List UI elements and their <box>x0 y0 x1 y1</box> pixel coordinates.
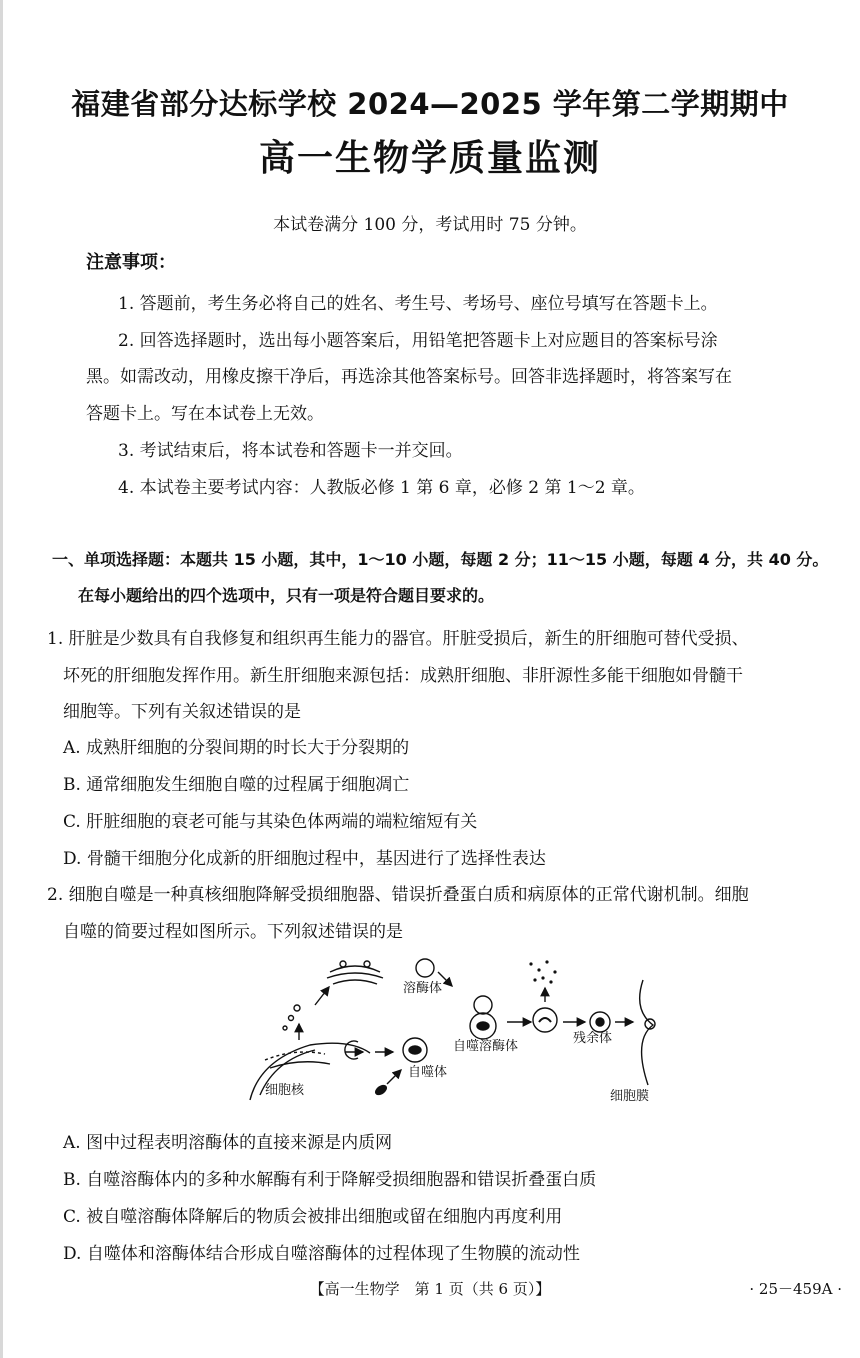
scan-edge <box>0 0 3 1358</box>
option-a: A. 成熟肝细胞的分裂间期的时长大于分裂期的 <box>63 738 410 758</box>
notice-line: 3. 考试结束后，将本试卷和答题卡一并交回。 <box>118 441 463 461</box>
option-b: B. 自噬溶酶体内的多种水解酶有利于降解受损细胞器和错误折叠蛋白质 <box>63 1170 597 1190</box>
phagophore-icon <box>345 1041 358 1059</box>
label-nucleus: 细胞核 <box>265 1083 305 1098</box>
option-c: C. 被自噬溶酶体降解后的物质会被排出细胞或留在细胞内再度利用 <box>63 1207 563 1227</box>
label-residual-body: 残余体 <box>573 1031 613 1046</box>
option-a: A. 图中过程表明溶酶体的直接来源是内质网 <box>63 1133 393 1153</box>
lysosome-icon <box>416 959 434 977</box>
label-autophagosome: 自噬体 <box>408 1065 448 1080</box>
notice-line: 2. 回答选择题时，选出每小题答案后，用铅笔把答题卡上对应题目的答案标号涂 <box>118 331 718 351</box>
notice-line: 1. 答题前，考生务必将自己的姓名、考生号、考场号、座位号填写在答题卡上。 <box>118 294 718 314</box>
option-d: D. 骨髓干细胞分化成新的肝细胞过程中，基因进行了选择性表达 <box>63 849 546 869</box>
exam-title: 福建省部分达标学校 2024—2025 学年第二学期期中 <box>71 87 789 121</box>
section-heading: 一、单项选择题：本题共 15 小题，其中，1～10 小题，每题 2 分；11～15 小题，每题 4 分，共 40 分。 <box>52 550 829 569</box>
question-stem-line: 坏死的肝细胞发挥作用。新生肝细胞来源包括：成熟肝细胞、非肝源性多能干细胞如骨髓干 <box>63 666 743 686</box>
page-number-label: 【高一生物学 第 1 页（共 6 页）】 <box>309 1280 551 1298</box>
label-cell-membrane: 细胞膜 <box>610 1089 650 1104</box>
cell-membrane-icon <box>640 980 653 1085</box>
label-lysosome: 溶酶体 <box>403 981 443 996</box>
exam-subtitle: 本试卷满分 100 分，考试用时 75 分钟。 <box>273 215 587 235</box>
section-instruction: 在每小题给出的四个选项中，只有一项是符合题目要求的。 <box>78 586 495 605</box>
notice-line: 黑。如需改动，用橡皮擦干净后，再选涂其他答案标号。回答非选择题时，将答案写在 <box>86 367 732 387</box>
option-b: B. 通常细胞发生细胞自噬的过程属于细胞凋亡 <box>63 775 410 795</box>
notice-line: 答题卡上。写在本试卷上无效。 <box>86 404 324 424</box>
question-stem-line: 自噬的简要过程如图所示。下列叙述错误的是 <box>63 922 403 942</box>
question-stem-line: 细胞等。下列有关叙述错误的是 <box>63 702 301 722</box>
option-c: C. 肝脏细胞的衰老可能与其染色体两端的端粒缩短有关 <box>63 812 478 832</box>
option-d: D. 自噬体和溶酶体结合形成自噬溶酶体的过程体现了生物膜的流动性 <box>63 1244 580 1264</box>
exam-code: · 25－459A · <box>749 1280 842 1298</box>
notice-line: 4. 本试卷主要考试内容：人教版必修 1 第 6 章，必修 2 第 1～2 章。 <box>118 478 645 498</box>
autophagy-diagram <box>225 950 695 1110</box>
question-stem-line: 1. 肝脏是少数具有自我修复和组织再生能力的器官。肝脏受损后，新生的肝细胞可替代受损、 <box>47 629 749 649</box>
notice-heading: 注意事项： <box>86 252 176 273</box>
label-autolysosome: 自噬溶酶体 <box>453 1039 519 1054</box>
question-stem-line: 2. 细胞自噬是一种真核细胞降解受损细胞器、错误折叠蛋白质和病原体的正常代谢机制。细胞 <box>47 885 749 905</box>
golgi-stack-icon <box>330 966 380 972</box>
exam-subject-title: 高一生物学质量监测 <box>258 138 601 179</box>
